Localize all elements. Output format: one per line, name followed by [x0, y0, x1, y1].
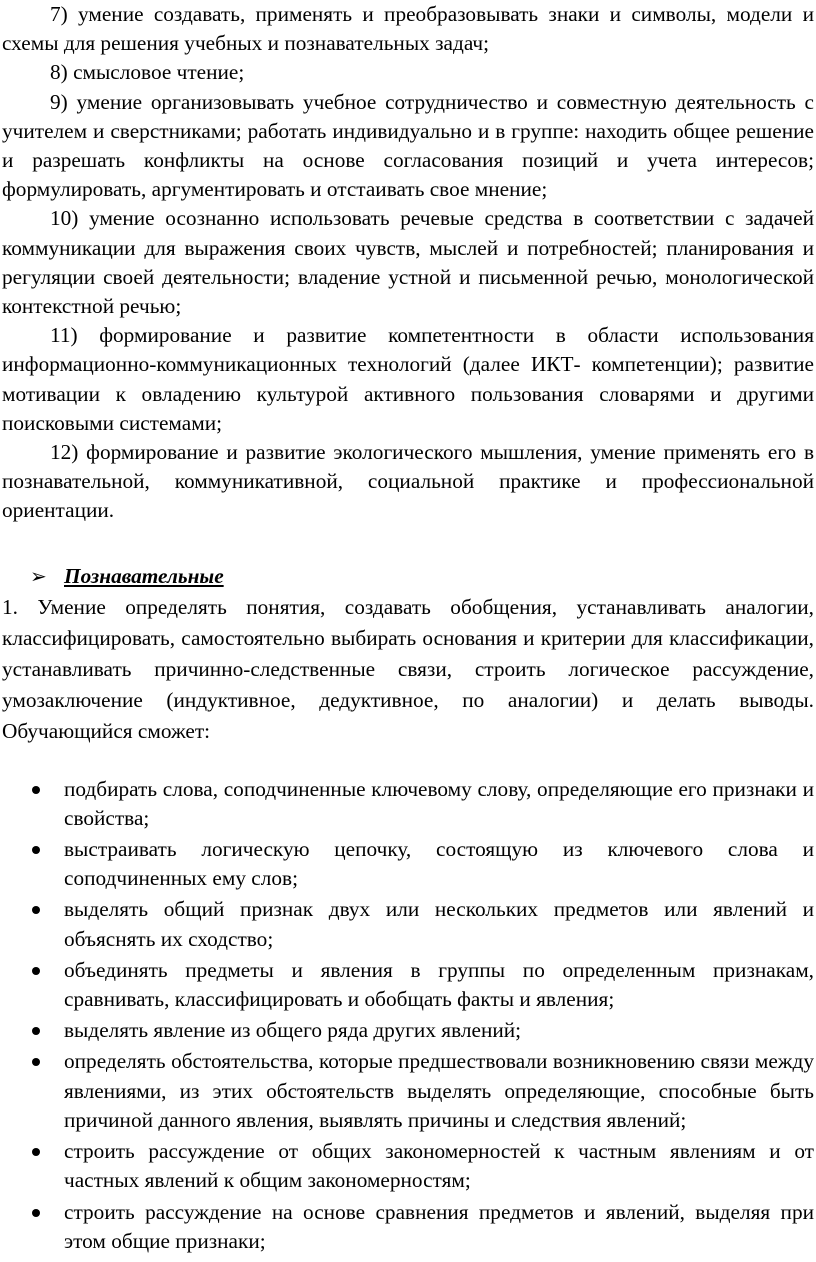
section-intro: 1. Умение определять понятия, создавать обобщения, устанавливать аналогии, классифицировать, самостоятельно выбирать основания и критерии для классификации, устанавливать причинно-следственные связи, строить логическое рассуждение, умозаключение (индуктивное, дедуктивное, по аналогии) и делать выводы. Обучающийся сможет: — [2, 594, 814, 743]
list-item-text: определять обстоятельства, которые предшествовали возникновению связи между явлениями, из этих обстоятельств выделять определяющие, способные быть причиной данного явления, выявлять причины и следствия явлений; — [64, 1049, 814, 1132]
paragraph-item-11: 11) формирование и развитие компетентности в области использования информационно-коммуникационных технологий (далее ИКТ- компетенции); развитие мотивации к овладению культурой активного пользования словарями и другими поисковыми системами; — [2, 323, 814, 435]
list-item-text: выделять общий признак двух или нескольких предметов или явлений и объяснять их сходство; — [64, 897, 814, 951]
list-item-text: объединять предметы и явления в группы по определенным признакам, сравнивать, классифицировать и обобщать факты и явления; — [64, 957, 814, 1012]
paragraph-item-7: 7) умение создавать, применять и преобразовывать знаки и символы, модели и схемы для решения учебных и познавательных задач; — [2, 2, 814, 56]
arrow-bullet-icon: ➢ — [30, 563, 47, 588]
bullet-dot-icon — [32, 906, 40, 914]
bullet-dot-icon — [32, 846, 40, 854]
section-heading — [2, 562, 814, 592]
list-item — [2, 1016, 814, 1045]
bullet-dot-icon — [32, 1027, 40, 1035]
bullet-dot-icon — [32, 1148, 40, 1156]
bullet-dot-icon — [32, 967, 40, 975]
bullet-dot-icon — [32, 1209, 40, 1217]
list-item — [2, 1137, 814, 1195]
list-item-text: строить рассуждение на основе сравнения предметов и явлений, выделяя при этом общие признаки; — [64, 1199, 814, 1253]
paragraph-item-8: 8) смысловое чтение; — [50, 60, 245, 85]
paragraph-item-9: 9) умение организовывать учебное сотрудничество и совместную деятельность с учителем и сверстниками; работать индивидуально и в группе: находить общее решение и разрешать конфликты на основе согласования позиций и учета интересов; формулировать, аргументировать и отстаивать свое мнение; — [2, 89, 814, 202]
list-item-text: подбирать слова, соподчиненные ключевому слову, определяющие его признаки и свойства; — [64, 776, 814, 830]
bullet-dot-icon — [32, 786, 40, 794]
list-item — [2, 835, 814, 893]
list-item-text: строить рассуждение от общих закономерностей к частным явлениям и от частных явлений к общим закономерностям; — [64, 1139, 814, 1193]
list-item — [2, 1047, 814, 1135]
blank-line — [2, 526, 814, 556]
list-item — [2, 956, 814, 1014]
section-title: Познавательные — [64, 563, 224, 588]
list-item — [2, 1198, 814, 1256]
list-item-text: выстраивать логическую цепочку, состоящую из ключевого слова и соподчиненных ему слов; — [64, 837, 814, 891]
list-item — [2, 775, 814, 833]
bullet-list — [2, 775, 814, 1256]
paragraph-item-10: 10) умение осознанно использовать речевые средства в соответствии с задачей коммуникации для выражения своих чувств, мыслей и потребностей; планирования и регуляции своей деятельности; владение устной и письменной речью, монологической контекстной речью; — [2, 206, 814, 319]
list-item-text: выделять явление из общего ряда других явлений; — [64, 1018, 522, 1043]
list-item — [2, 895, 814, 953]
bullet-dot-icon — [32, 1058, 40, 1066]
paragraph-item-12: 12) формирование и развитие экологического мышления, умение применять его в познавательной, коммуникативной, социальной практике и профессиональной ориентации. — [2, 440, 814, 523]
